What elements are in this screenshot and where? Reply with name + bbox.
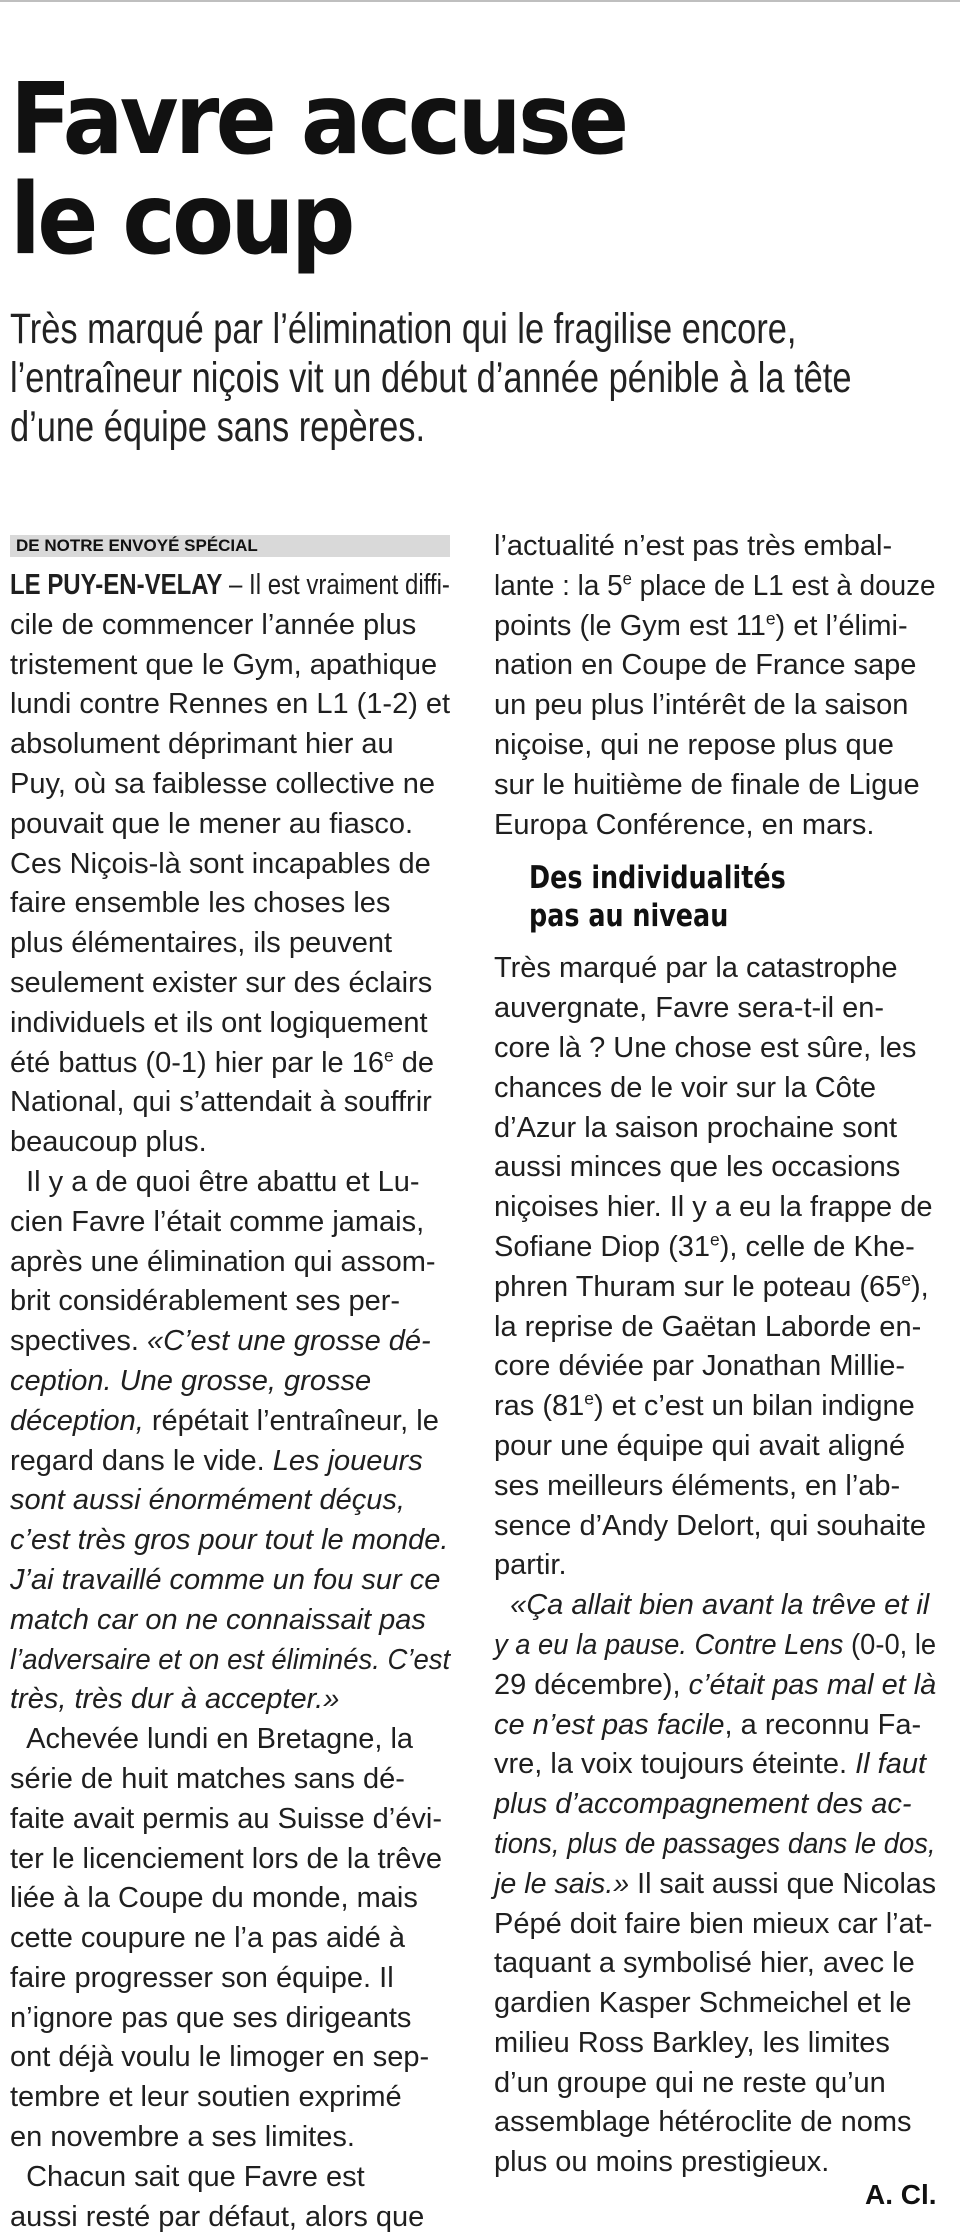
headline-line: Favre accuse (10, 63, 626, 177)
text-line: la reprise de Gaëtan Laborde en- (494, 1310, 922, 1343)
text-line: plus d’accompagnement des ac- (494, 1788, 912, 1821)
text-line: un peu plus l’intérêt de la saison (494, 689, 909, 722)
text-line: Très marqué par la catastrophe (494, 952, 898, 985)
text-line: niçoise, qui ne repose plus que (494, 728, 894, 761)
text-line: «Ça allait bien avant la trêve et il (494, 1589, 930, 1622)
standfirst-line: l’entraîneur niçois vit un début d’année pénible à la tête (10, 354, 852, 402)
top-rule (0, 0, 960, 2)
text-line: lundi contre Rennes en L1 (1-2) et (10, 688, 451, 721)
text-line: l’actualité n’est pas très embal- (494, 530, 893, 562)
text-line: LE PUY-EN-VELAY – Il est vraiment diffi- (10, 569, 450, 601)
text-line: Chacun sait que Favre est (10, 2160, 365, 2193)
text-line: sur le huitième de finale de Ligue (494, 768, 920, 801)
standfirst-line: d’une équipe sans repères. (10, 403, 426, 451)
text-line: J’ai travaillé comme un fou sur ce (10, 1563, 441, 1596)
rubric-label: DE NOTRE ENVOYÉ SPÉCIAL (10, 535, 450, 557)
text-line: cien Favre l’était comme jamais, (10, 1205, 425, 1238)
text-line: Achevée lundi en Bretagne, la (10, 1723, 414, 1756)
text-line: National, qui s’attendait à souffrir (10, 1086, 432, 1119)
text-line: tembre et leur soutien exprimé (10, 2081, 402, 2114)
text-line: points (le Gym est 11e) et l’élimi- (494, 607, 908, 642)
text-line: déception, répétait l’entraîneur, le (10, 1404, 439, 1437)
text-line: en novembre a ses limites. (10, 2121, 355, 2154)
text-line: spectives. «C’est une grosse dé- (10, 1325, 431, 1358)
text-line: cile de commencer l’année plus (10, 608, 417, 641)
text-line: ception. Une grosse, grosse (10, 1364, 372, 1397)
text-line: ter le licenciement lors de la trêve (10, 1842, 442, 1875)
text-line: nation en Coupe de France sape (494, 649, 917, 682)
standfirst (10, 305, 938, 452)
headline (10, 63, 866, 277)
text-line: regard dans le vide. Les joueurs (10, 1444, 423, 1477)
text-line: assemblage hétéroclite de noms (494, 2106, 912, 2139)
subheading: Des individualités (529, 860, 786, 897)
text-line: ses meilleurs éléments, en l’ab- (494, 1469, 901, 1502)
dateline: LE PUY-EN-VELAY (10, 569, 223, 601)
text-line: tions, plus de passages dans le dos, (494, 1827, 936, 1860)
text-line: aussi minces que les occasions (494, 1151, 901, 1184)
text-line: pour une équipe qui avait aligné (494, 1429, 906, 1462)
text-line: match car on ne connaissait pas (10, 1603, 426, 1636)
text-line: d’Azur la saison prochaine sont (494, 1111, 898, 1144)
text-line: très, très dur à accepter.» (10, 1683, 340, 1716)
subheading: pas au niveau (529, 898, 729, 935)
article-column-right (494, 527, 936, 2183)
text-line: Pépé doit faire bien mieux car l’at- (494, 1907, 933, 1940)
text-line: je le sais.» Il sait aussi que Nicolas (494, 1867, 937, 1900)
text-line: l’adversaire et on est éliminés. C’est (10, 1643, 451, 1676)
text-line: lante : la 5e place de L1 est à douze (494, 568, 936, 602)
author-signature: A. Cl. (865, 2179, 937, 2210)
text-line: chances de le voir sur la Côte (494, 1071, 877, 1104)
text-line: après une élimination qui assom- (10, 1245, 436, 1278)
text-line: Sofiane Diop (31e), celle de Khe- (494, 1229, 915, 1263)
text-line: aussi resté par défaut, alors que (10, 2200, 425, 2233)
text-line: brit considérablement ses per- (10, 1285, 401, 1318)
text-line: n’ignore pas que ses dirigeants (10, 2001, 412, 2034)
text-line: core déviée par Jonathan Millie- (494, 1350, 906, 1383)
text-line: core là ? Une chose est sûre, les (494, 1031, 917, 1064)
article-column-left (10, 566, 450, 2237)
text-line: seulement exister sur des éclairs (10, 966, 433, 999)
text-line: sence d’Andy Delort, qui souhaite (494, 1509, 927, 1542)
text-line: vre, la voix toujours éteinte. Il faut (494, 1748, 927, 1781)
text-line: phren Thuram sur le poteau (65e), (494, 1269, 929, 1303)
text-line: faire ensemble les choses les (10, 887, 391, 920)
text-line: Puy, où sa faiblesse collective ne (10, 767, 436, 800)
headline-line: le coup (10, 163, 352, 277)
text-line: absolument déprimant hier au (10, 728, 394, 761)
text-line: faire progresser son équipe. Il (10, 1961, 394, 1994)
text-line: plus ou moins prestigieux. (494, 2146, 830, 2179)
text-line: individuels et ils ont logiquement (10, 1006, 428, 1039)
text-line: pouvait que le mener au fiasco. (10, 807, 414, 840)
text-line: Il y a de quoi être abattu et Lu- (10, 1165, 420, 1198)
text-line: gardien Kasper Schmeichel et le (494, 1987, 912, 2020)
text-line: Ces Niçois-là sont incapables de (10, 847, 431, 880)
text-line: Europa Conférence, en mars. (494, 808, 875, 841)
text-line: beaucoup plus. (10, 1126, 207, 1159)
text-line: faite avait permis au Suisse d’évi- (10, 1802, 442, 1835)
text-line: partir. (494, 1549, 567, 1582)
text-line: d’un groupe qui ne reste qu’un (494, 2066, 886, 2099)
text-line: 29 décembre), c’était pas mal et là (494, 1668, 937, 1701)
text-line: plus élémentaires, ils peuvent (10, 927, 393, 960)
text-line: y a eu la pause. Contre Lens (0-0, le (494, 1628, 937, 1661)
standfirst-line: Très marqué par l’élimination qui le fragilise encore, (10, 305, 797, 353)
text-line: cette coupure ne l’a pas aidé à (10, 1922, 405, 1955)
text-line: niçoises hier. Il y a eu la frappe de (494, 1191, 933, 1224)
text-line: ont déjà voulu le limoger en sep- (10, 2041, 430, 2074)
text-line: taquant a symbolisé hier, avec le (494, 1947, 915, 1980)
text-line: c’est très gros pour tout le monde. (10, 1524, 449, 1557)
text-line: été battus (0-1) hier par le 16e de (10, 1044, 434, 1079)
text-line: liée à la Coupe du monde, mais (10, 1882, 418, 1915)
text-line: tristement que le Gym, apathique (10, 648, 438, 681)
text-line: milieu Ross Barkley, les limites (494, 2026, 890, 2059)
text-line: sont aussi énormément déçus, (10, 1484, 405, 1517)
text-line: série de huit matches sans dé- (10, 1762, 405, 1795)
text-line: auvergnate, Favre sera-t-il en- (494, 992, 885, 1025)
text-line: ce n’est pas facile, a reconnu Fa- (494, 1708, 922, 1741)
text-line: ras (81e) et c’est un bilan indigne (494, 1388, 915, 1423)
